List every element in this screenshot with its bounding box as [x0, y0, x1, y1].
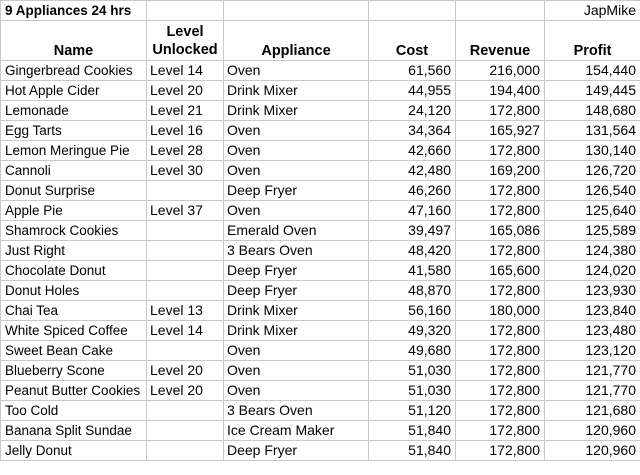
header-cost[interactable]: Cost — [369, 21, 456, 61]
cell-revenue[interactable]: 172,800 — [456, 441, 545, 461]
cell-cost[interactable]: 51,030 — [369, 381, 456, 401]
header-name[interactable]: Name — [1, 21, 147, 61]
cell-cost[interactable]: 49,680 — [369, 341, 456, 361]
cell-appliance[interactable]: Drink Mixer — [224, 301, 369, 321]
header-level[interactable] — [147, 21, 224, 61]
cell-revenue[interactable]: 172,800 — [456, 321, 545, 341]
table-row — [1, 261, 640, 281]
cell-name[interactable]: Donut Surprise — [1, 181, 147, 201]
cell-profit[interactable]: 125,589 — [545, 221, 640, 241]
cell-name[interactable]: Apple Pie — [1, 201, 147, 221]
cell-level[interactable] — [147, 281, 224, 301]
cell-cost[interactable]: 46,260 — [369, 181, 456, 201]
header-level-line2: Unlocked — [152, 41, 218, 58]
cell-appliance[interactable]: Oven — [224, 121, 369, 141]
cell-profit[interactable]: 148,680 — [545, 101, 640, 121]
table-row — [1, 341, 640, 361]
cell-appliance[interactable]: Oven — [224, 141, 369, 161]
cell-name[interactable]: Shamrock Cookies — [1, 221, 147, 241]
cell-level[interactable] — [147, 341, 224, 361]
cell-level[interactable]: Level 30 — [147, 161, 224, 181]
cell-level[interactable] — [147, 181, 224, 201]
author-cell[interactable]: JapMike — [545, 1, 640, 21]
cell-name[interactable]: Peanut Butter Cookies — [1, 381, 147, 401]
cell-profit[interactable]: 126,720 — [545, 161, 640, 181]
cell-cost[interactable]: 51,840 — [369, 441, 456, 461]
cell-cost[interactable]: 51,120 — [369, 401, 456, 421]
cell-cost[interactable]: 41,580 — [369, 261, 456, 281]
cell-name[interactable]: Just Right — [1, 241, 147, 261]
cell-profit[interactable]: 131,564 — [545, 121, 640, 141]
cell-profit[interactable]: 125,640 — [545, 201, 640, 221]
cell-level[interactable]: Level 20 — [147, 81, 224, 101]
table-row — [1, 321, 640, 341]
cell-cost[interactable]: 51,840 — [369, 421, 456, 441]
cell-revenue[interactable]: 172,800 — [456, 401, 545, 421]
cell-revenue[interactable]: 172,800 — [456, 241, 545, 261]
cell-profit[interactable]: 120,960 — [545, 441, 640, 461]
cell-revenue[interactable]: 172,800 — [456, 361, 545, 381]
cell-revenue[interactable]: 172,800 — [456, 181, 545, 201]
cell-profit[interactable]: 121,770 — [545, 381, 640, 401]
cell-name[interactable]: Lemonade — [1, 101, 147, 121]
cell-cost[interactable]: 47,160 — [369, 201, 456, 221]
empty-cell[interactable] — [369, 1, 456, 21]
cell-appliance[interactable]: 3 Bears Oven — [224, 401, 369, 421]
cell-appliance[interactable]: Deep Fryer — [224, 181, 369, 201]
cell-profit[interactable]: 154,440 — [545, 61, 640, 81]
cell-cost[interactable]: 48,420 — [369, 241, 456, 261]
header-row — [1, 21, 640, 61]
cell-revenue[interactable]: 165,086 — [456, 221, 545, 241]
cell-level[interactable]: Level 21 — [147, 101, 224, 121]
cell-level[interactable]: Level 37 — [147, 201, 224, 221]
cell-appliance[interactable]: Drink Mixer — [224, 321, 369, 341]
table-row — [1, 101, 640, 121]
table-row — [1, 61, 640, 81]
cell-name[interactable]: Hot Apple Cider — [1, 81, 147, 101]
cell-cost[interactable]: 51,030 — [369, 361, 456, 381]
table-row — [1, 241, 640, 261]
cell-name[interactable]: Jelly Donut — [1, 441, 147, 461]
cell-appliance[interactable]: Oven — [224, 361, 369, 381]
cell-name[interactable]: Chocolate Donut — [1, 261, 147, 281]
table-row — [1, 361, 640, 381]
cell-profit[interactable]: 130,140 — [545, 141, 640, 161]
cell-appliance[interactable]: Drink Mixer — [224, 81, 369, 101]
cell-level[interactable] — [147, 221, 224, 241]
cell-level[interactable]: Level 28 — [147, 141, 224, 161]
cell-profit[interactable]: 121,770 — [545, 361, 640, 381]
title-row — [1, 1, 640, 21]
cell-profit[interactable]: 121,680 — [545, 401, 640, 421]
cell-level[interactable]: Level 14 — [147, 321, 224, 341]
table-row — [1, 161, 640, 181]
cell-revenue[interactable]: 172,800 — [456, 101, 545, 121]
cell-cost[interactable]: 34,364 — [369, 121, 456, 141]
table-row — [1, 81, 640, 101]
table-row — [1, 301, 640, 321]
empty-cell[interactable] — [147, 1, 224, 21]
cell-revenue[interactable]: 180,000 — [456, 301, 545, 321]
table-row — [1, 401, 640, 421]
cell-appliance[interactable]: Deep Fryer — [224, 261, 369, 281]
cell-appliance[interactable]: Oven — [224, 201, 369, 221]
cell-revenue[interactable]: 165,927 — [456, 121, 545, 141]
cell-level[interactable]: Level 14 — [147, 61, 224, 81]
table-row — [1, 281, 640, 301]
cell-name[interactable]: Banana Split Sundae — [1, 421, 147, 441]
cell-profit[interactable]: 123,120 — [545, 341, 640, 361]
cell-profit[interactable]: 124,380 — [545, 241, 640, 261]
cell-level[interactable]: Level 13 — [147, 301, 224, 321]
table-row — [1, 141, 640, 161]
table-row — [1, 421, 640, 441]
table-row — [1, 221, 640, 241]
table-row — [1, 201, 640, 221]
table-row — [1, 381, 640, 401]
cell-name[interactable]: Too Cold — [1, 401, 147, 421]
table-row — [1, 121, 640, 141]
cell-revenue[interactable]: 216,000 — [456, 61, 545, 81]
cell-level[interactable]: Level 20 — [147, 381, 224, 401]
header-level-line1: Level — [166, 23, 204, 40]
cell-level[interactable] — [147, 421, 224, 441]
cell-appliance[interactable]: Ice Cream Maker — [224, 421, 369, 441]
cell-cost[interactable]: 61,560 — [369, 61, 456, 81]
cell-name[interactable]: Gingerbread Cookies — [1, 61, 147, 81]
cell-appliance[interactable]: Emerald Oven — [224, 221, 369, 241]
cell-profit[interactable]: 149,445 — [545, 81, 640, 101]
cell-level[interactable]: Level 16 — [147, 121, 224, 141]
header-profit[interactable]: Profit — [545, 21, 640, 61]
cell-profit[interactable]: 120,960 — [545, 421, 640, 441]
cell-name[interactable]: Sweet Bean Cake — [1, 341, 147, 361]
cell-revenue[interactable]: 172,800 — [456, 141, 545, 161]
cell-appliance[interactable]: Deep Fryer — [224, 281, 369, 301]
cell-profit[interactable]: 124,020 — [545, 261, 640, 281]
cell-level[interactable] — [147, 401, 224, 421]
table-row — [1, 181, 640, 201]
cell-name[interactable]: Lemon Meringue Pie — [1, 141, 147, 161]
cell-revenue[interactable]: 169,200 — [456, 161, 545, 181]
cell-name[interactable]: Egg Tarts — [1, 121, 147, 141]
cell-revenue[interactable]: 165,600 — [456, 261, 545, 281]
cell-revenue[interactable]: 172,800 — [456, 341, 545, 361]
cell-level[interactable] — [147, 241, 224, 261]
cell-appliance[interactable]: 3 Bears Oven — [224, 241, 369, 261]
cell-level[interactable] — [147, 441, 224, 461]
empty-cell[interactable] — [224, 1, 369, 21]
cell-appliance[interactable]: Oven — [224, 341, 369, 361]
cell-cost[interactable]: 42,660 — [369, 141, 456, 161]
cell-cost[interactable]: 24,120 — [369, 101, 456, 121]
table-row — [1, 441, 640, 461]
cell-level[interactable] — [147, 261, 224, 281]
cell-profit[interactable]: 123,480 — [545, 321, 640, 341]
cell-name[interactable]: Donut Holes — [1, 281, 147, 301]
empty-cell[interactable] — [456, 1, 545, 21]
cell-profit[interactable]: 123,930 — [545, 281, 640, 301]
cell-cost[interactable]: 44,955 — [369, 81, 456, 101]
cell-profit[interactable]: 126,540 — [545, 181, 640, 201]
cell-cost[interactable]: 39,497 — [369, 221, 456, 241]
sheet-title[interactable]: 9 Appliances 24 hrs — [1, 1, 147, 21]
cell-name[interactable]: Blueberry Scone — [1, 361, 147, 381]
cell-cost[interactable]: 48,870 — [369, 281, 456, 301]
cell-revenue[interactable]: 194,400 — [456, 81, 545, 101]
cell-level[interactable]: Level 20 — [147, 361, 224, 381]
cell-revenue[interactable]: 172,800 — [456, 381, 545, 401]
cell-appliance[interactable]: Oven — [224, 161, 369, 181]
cell-appliance[interactable]: Oven — [224, 61, 369, 81]
cell-name[interactable]: Chai Tea — [1, 301, 147, 321]
cell-cost[interactable]: 49,320 — [369, 321, 456, 341]
cell-revenue[interactable]: 172,800 — [456, 281, 545, 301]
cell-appliance[interactable]: Drink Mixer — [224, 101, 369, 121]
cell-cost[interactable]: 56,160 — [369, 301, 456, 321]
cell-revenue[interactable]: 172,800 — [456, 201, 545, 221]
header-appliance[interactable]: Appliance — [224, 21, 369, 61]
cell-appliance[interactable]: Deep Fryer — [224, 441, 369, 461]
cell-name[interactable]: White Spiced Coffee — [1, 321, 147, 341]
cell-revenue[interactable]: 172,800 — [456, 421, 545, 441]
header-revenue[interactable]: Revenue — [456, 21, 545, 61]
cell-appliance[interactable]: Oven — [224, 381, 369, 401]
cell-profit[interactable]: 123,840 — [545, 301, 640, 321]
cell-cost[interactable]: 42,480 — [369, 161, 456, 181]
cell-name[interactable]: Cannoli — [1, 161, 147, 181]
